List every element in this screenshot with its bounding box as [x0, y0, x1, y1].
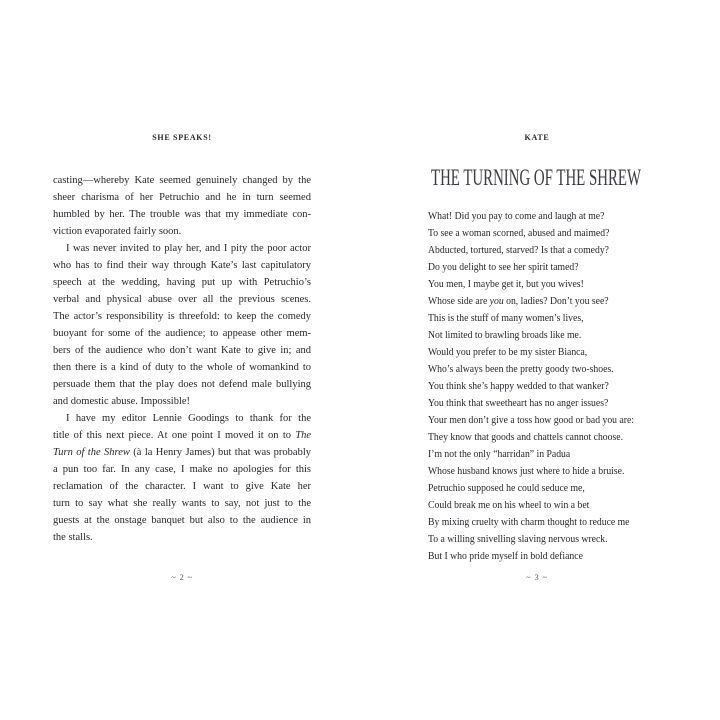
poem-line [428, 446, 646, 463]
page-right [428, 132, 646, 602]
text-segment: Who’s always been the pretty goody two-shoes. [428, 364, 614, 375]
body-line [53, 223, 311, 240]
body-line [53, 308, 311, 325]
poem-line [428, 514, 646, 531]
text-segment: But I who pride myself in bold defiance [428, 551, 583, 562]
body-line [53, 206, 311, 223]
text-segment: a pun too far. In any case, I make no apologies for this [53, 464, 312, 475]
text-segment: Could break me on his wheel to win a bet [428, 500, 590, 511]
body-line [53, 240, 311, 257]
body-line [53, 342, 311, 359]
body-line [53, 410, 311, 427]
poem-line [428, 225, 646, 242]
text-segment: You men, I maybe get it, but you wives! [428, 279, 584, 290]
italic-text: The [295, 430, 312, 441]
text-segment: buoyant for some of the audience; to appease other mem- [53, 328, 312, 339]
body-line [53, 359, 311, 376]
text-segment: Do you delight to see her spirit tamed? [428, 262, 579, 273]
text-segment: This is the stuff of many women’s lives, [428, 313, 584, 324]
running-head-right: KATE [524, 133, 550, 142]
text-segment: To a willing snivelling slaving nervous wreck. [428, 534, 608, 545]
text-segment: To see a woman scorned, abused and maimed? [428, 228, 610, 239]
poem-line [428, 361, 646, 378]
text-segment: I was never invited to play her, and I pity the poor actor [66, 243, 311, 254]
text-segment: verbal and physical abuse over all the previous scenes. [53, 294, 312, 305]
text-segment: Abducted, tortured, starved? Is that a comedy? [428, 245, 609, 256]
text-segment: reclamation of the character. I want to give Kate her [53, 481, 311, 492]
poem-line [428, 531, 646, 548]
body-line [53, 512, 311, 529]
text-segment: persuade them that the play does not defend male bullying [53, 379, 312, 390]
text-segment: By mixing cruelty with charm thought to reduce me [428, 517, 630, 528]
text-segment: Your men don’t give a toss how good or bad you are: [428, 415, 634, 426]
text-segment: Petruchio supposed he could seduce me, [428, 483, 585, 494]
poem-line [428, 327, 646, 344]
page-number-left: ~ 2 ~ [171, 572, 193, 582]
poem-line [428, 480, 646, 497]
body-text [53, 172, 311, 546]
text-segment: Whose husband knows just where to hide a bruise. [428, 466, 625, 477]
poem-line [428, 412, 646, 429]
body-line [53, 291, 311, 308]
body-line [53, 257, 311, 274]
body-line [53, 274, 311, 291]
text-segment: who has to find their way through Kate’s last capitulatory [53, 260, 312, 271]
text-segment: bers of the audience who don’t want Kate to give in; and [53, 345, 312, 356]
text-segment: speech at the wedding, having put up with Petruchio’s [53, 277, 311, 288]
body-line [53, 427, 311, 444]
poem-line [428, 497, 646, 514]
text-segment: I’m not the only “harridan” in Padua [428, 449, 571, 460]
text-segment: the stalls. [53, 532, 93, 543]
poem-title [428, 166, 646, 190]
italic-text: Turn of the Shrew [53, 447, 130, 458]
text-segment: You think she’s happy wedded to that wanker? [428, 381, 609, 392]
body-line [53, 478, 311, 495]
text-segment: then there is a kind of duty to the whole of womankind to [53, 362, 312, 373]
text-segment: and domestic abuse. Impossible! [53, 396, 191, 407]
poem-line [428, 429, 646, 446]
poem-line [428, 548, 646, 565]
page-left [53, 132, 311, 602]
body-line [53, 495, 311, 512]
poem-line [428, 395, 646, 412]
poem-line [428, 242, 646, 259]
poem-line [428, 259, 646, 276]
poem-line [428, 378, 646, 395]
body-line [53, 376, 311, 393]
text-segment: They know that goods and chattels cannot choose. [428, 432, 624, 443]
text-segment: turn to say what she really wants to say, not just to the [53, 498, 312, 509]
text-segment: What! Did you pay to come and laugh at me? [428, 211, 605, 222]
body-line [53, 444, 311, 461]
text-segment: casting—whereby Kate seemed genuinely changed by the [53, 175, 311, 186]
text-segment: viction evaporated fairly soon. [53, 226, 182, 237]
poem-line [428, 463, 646, 480]
text-segment: Whose side are [428, 296, 490, 307]
text-segment: Not limited to brawling broads like me. [428, 330, 582, 341]
poem-line [428, 344, 646, 361]
text-segment: Would you prefer to be my sister Bianca, [428, 347, 588, 358]
text-segment: on, ladies? Don’t you see? [503, 296, 609, 307]
body-line [53, 461, 311, 478]
poem-title-text: THE TURNING OF THE SHREW [431, 165, 642, 190]
running-head-left: SHE SPEAKS! [152, 133, 212, 142]
text-segment: You think that sweetheart has no anger issues? [428, 398, 609, 409]
body-line [53, 325, 311, 342]
text-segment: sheer charisma of her Petruchio and he in turn seemed [53, 192, 311, 203]
poem-line [428, 310, 646, 327]
text-segment: title of this next piece. At one point I moved it on to [53, 430, 296, 441]
page-number-right: ~ 3 ~ [526, 572, 548, 582]
poem-text [428, 208, 646, 565]
text-segment: humbled by her. The trouble was that my immediate con- [53, 209, 312, 220]
text-segment: (à la Henry James) but that was probably [129, 447, 311, 458]
text-segment: guests at the onstage banquet but also to the audience in [53, 515, 312, 526]
body-line [53, 393, 311, 410]
text-segment: The actor’s responsibility is threefold: to keep the comedy [53, 311, 312, 322]
poem-line [428, 276, 646, 293]
italic-text: you [489, 296, 504, 307]
poem-line [428, 208, 646, 225]
text-segment: I have my editor Lennie Goodings to thank for the [66, 413, 311, 424]
body-line [53, 529, 311, 546]
body-line [53, 189, 311, 206]
body-line [53, 172, 311, 189]
poem-line [428, 293, 646, 310]
